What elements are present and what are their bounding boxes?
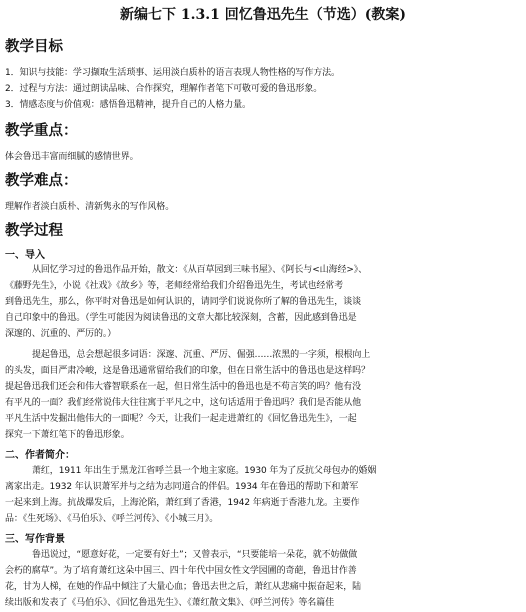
heading-author-intro: 二、作者简介：	[5, 450, 75, 461]
heading-key-points: 教学重点：	[5, 123, 78, 139]
document-title: 新编七下 1.3.1 回忆鲁迅先生（节选）(教案)	[120, 7, 406, 23]
author-line: 一起来到上海。抗战爆发后，上海沦陷，萧红到了香港，1942 年病逝于香港九龙。主要作	[5, 498, 360, 508]
heading-difficulties: 教学难点：	[5, 173, 78, 189]
heading-introduction: 一、导入	[5, 250, 45, 261]
background-line: 续出版和发表了《马伯乐》、《回忆鲁迅先生》、《萧红散文集》、《呼兰河传》等名篇佳	[5, 598, 335, 608]
background-line: 鲁迅说过，“愿意好花，一定要有好土”；又曾表示，“只要能培一朵花，就不妨做做	[32, 550, 358, 560]
background-line: 会朽的腐草”。为了培育萧红这朵中国三、四十年代中国女性文学园圃的奇葩，鲁迅甘作善	[5, 566, 357, 576]
heading-writing-background: 三、写作背景	[5, 534, 65, 545]
intro-line: 自己印象中的鲁迅。（学生可能因为阅读鲁迅的文章大都比较深刻，含蓄，因此感到鲁迅是	[5, 313, 357, 323]
intro-line: 的头发，面目严肃冷峻，这是鲁迅通常留给我们的印象，但在日常生活中的鲁迅也是这样吗？	[5, 366, 370, 376]
goal-item-1: 1．知识与技能：学习撷取生活琐事、运用淡白质朴的语言表现人物性格的写作方法。	[5, 68, 340, 78]
intro-line: 平凡生活中发掘出他伟大的一面呢？今天，让我们一起走进萧红的《回忆鲁迅先生》，一起	[5, 414, 357, 424]
background-line: 花，甘为人梯，在她的作品中倾注了大量心血；鲁迅去世之后，萧红从悲痛中振奋起来，陆	[5, 582, 362, 592]
key-points-text: 体会鲁迅丰富而细腻的感情世界。	[5, 152, 139, 162]
intro-line: 深邃的、沉重的、严厉的。）	[5, 329, 117, 339]
intro-line: 到鲁迅先生，那么，你平时对鲁迅是如何认识的，请同学们说说你所了解的鲁迅先生，谈谈	[5, 297, 362, 307]
intro-line: 探究一下萧红笔下的鲁迅形象。	[5, 430, 130, 440]
author-line: 萧红，1911 年出生于黑龙江省呼兰县一个地主家庭。1930 年为了反抗父母包办的婚姻	[32, 466, 377, 476]
goal-item-2: 2．过程与方法：通过朗读品味、合作探究，理解作者笔下可敬可爱的鲁迅形象。	[5, 84, 323, 94]
intro-line: 《藤野先生》，小说《社戏》《故乡》等，老师经常给我们介绍鲁迅先生，考试也经常考	[5, 281, 344, 291]
goal-item-3: 3．情感态度与价值观：感悟鲁迅精神，提升自己的人格力量。	[5, 100, 251, 110]
intro-line: 提起鲁迅我们还会和伟大睿智联系在一起，但日常生活中的鲁迅也是不苟言笑的吗？他有没	[5, 382, 362, 392]
intro-line: 提起鲁迅，总会想起很多词语：深邃、沉重、严厉、倔强……浓黑的一字须，根根向上	[32, 350, 371, 360]
heading-teaching-goals: 教学目标	[5, 39, 63, 55]
intro-line: 从回忆学习过的鲁迅作品开始，散文：《从百草园到三味书屋》、《阿长与<山海经>》、	[32, 265, 368, 275]
intro-line: 有平凡的一面？我们经常说伟大往往寓于平凡之中，这句话适用于鲁迅吗？我们是否能从他	[5, 398, 362, 408]
author-line: 品：《生死场》、《马伯乐》、《呼兰河传》、《小城三月》。	[5, 514, 219, 524]
author-line: 离家出走。1932 年认识萧军并与之结为志同道合的伴侣。1934 年在鲁迅的帮助下和萧军	[5, 482, 359, 492]
heading-teaching-process: 教学过程	[5, 223, 63, 239]
difficulties-text: 理解作者淡白质朴、清新隽永的写作风格。	[5, 202, 175, 212]
